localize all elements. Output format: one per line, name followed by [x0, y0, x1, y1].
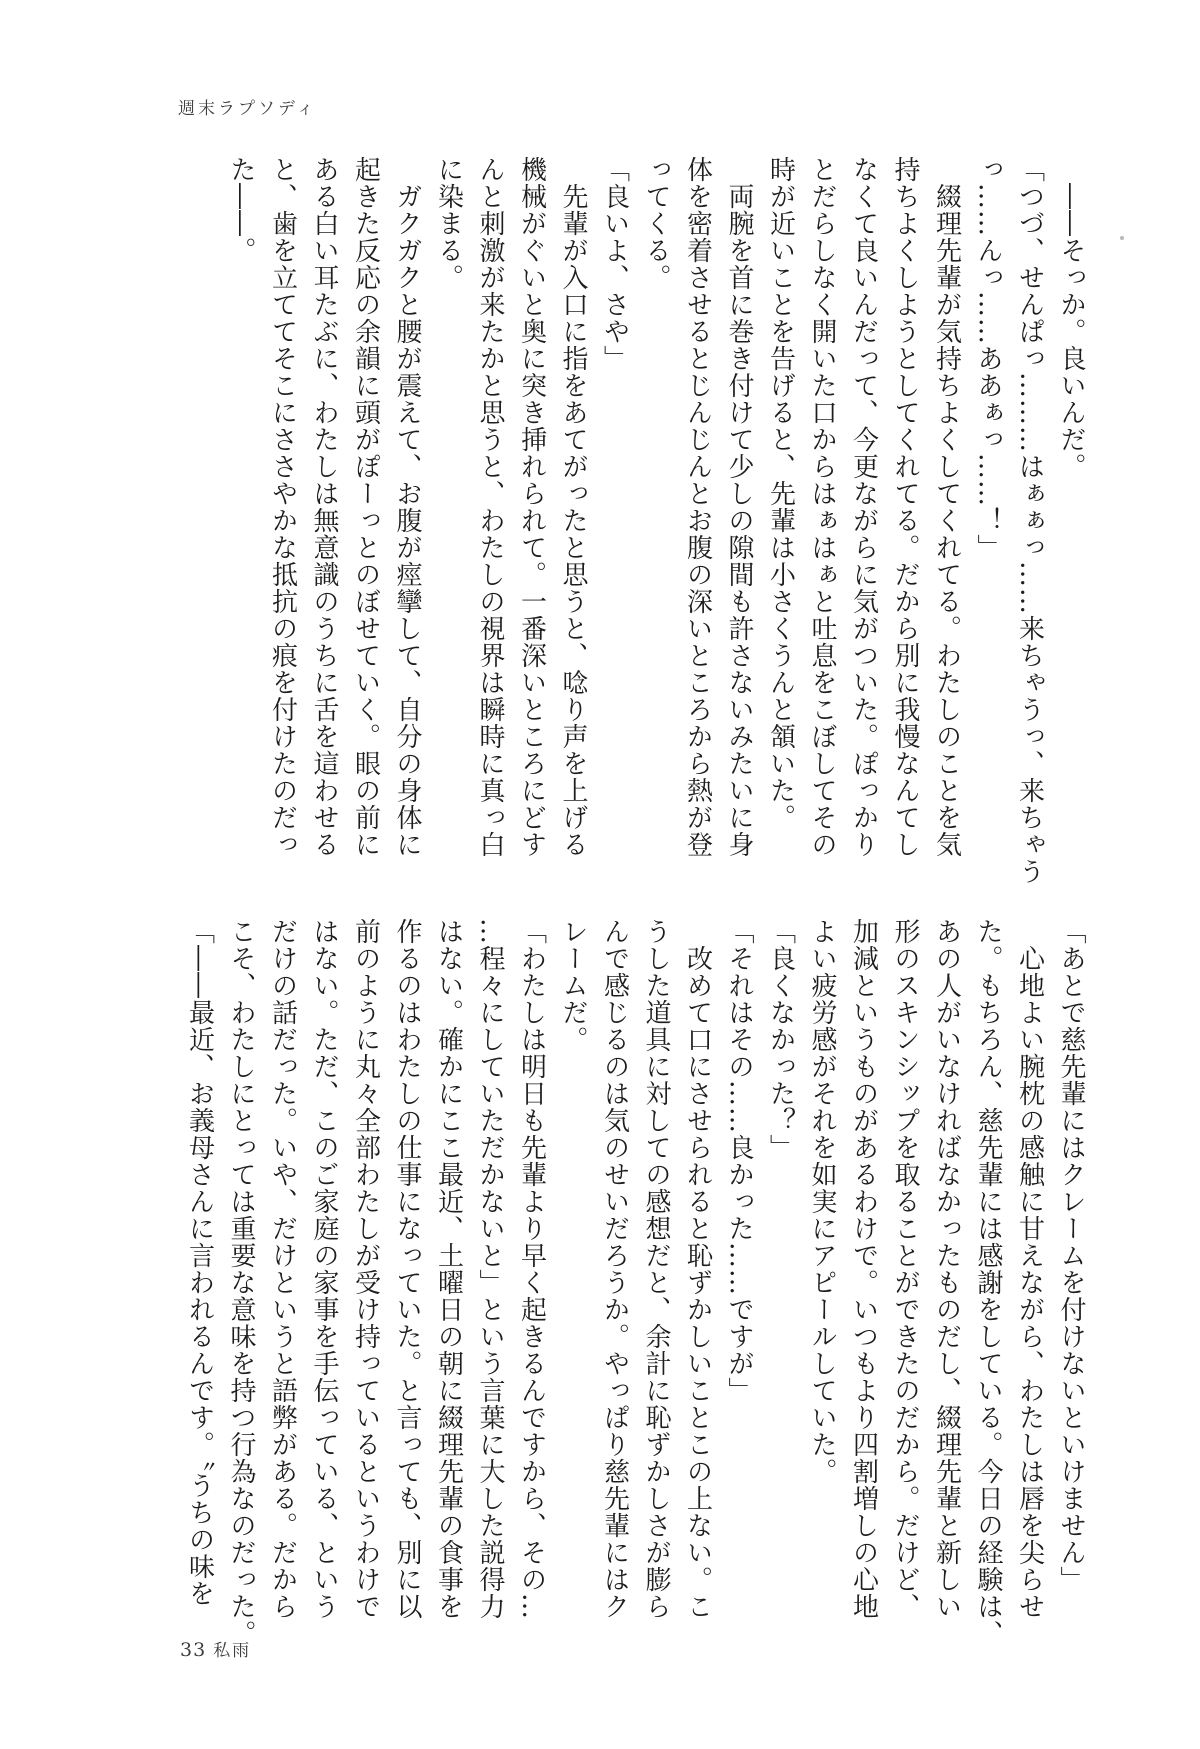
text-line: 「つづ、せんぱっ………はぁぁっ……来ちゃうっ、来ちゃう	[1014, 156, 1045, 885]
running-header: 週末ラプソディ	[178, 99, 317, 119]
text-line: ――そっか。良いんだ。	[1056, 156, 1086, 480]
text-line: ガクガクと腰が震えて、お腹が痙攣して、自分の身体に	[392, 156, 422, 858]
text-line: ってくる。	[641, 156, 671, 291]
text-line: よい疲労感がそれを如実にアピールしていた。	[807, 918, 837, 1485]
text-line: 両腕を首に巻き付けて少しの隙間も許さないみたいに身	[724, 156, 754, 858]
text-line: た――。	[226, 156, 256, 264]
text-line: こそ、わたしにとっては重要な意味を持つ行為なのだった。	[226, 918, 256, 1647]
text-line: 形のスキンシップを取ることができたのだから。だけど、	[890, 918, 920, 1620]
text-line: 体を密着させるとじんじんとお腹の深いところから熱が登	[682, 156, 713, 858]
text-line: っ……んっ……ああぁっ……！」	[973, 156, 1003, 561]
page-number: 33	[180, 1639, 207, 1661]
text-line: 起きた反応の余韻に頭がぽーっとのぼせていく。眼の前に	[350, 156, 381, 858]
text-line: 「それはその……良かった……ですが」	[724, 918, 754, 1404]
text-block-top	[220, 156, 1092, 921]
text-line: 改めて口にさせられると恥ずかしいことこの上ない。こ	[682, 918, 713, 1620]
text-line: とだらしなく開いた口からはぁはぁと吐息をこぼしてその	[807, 156, 837, 858]
text-line: 心地よい腕枕の感触に甘えながら、わたしは唇を尖らせ	[1014, 918, 1045, 1620]
text-line: 作るのはわたしの仕事になっていた。と言っても、別に以	[392, 918, 422, 1620]
text-line: と、歯を立ててそこにささやかな抵抗の痕を付けたのだっ	[267, 156, 298, 858]
text-line: 綴理先輩が気持ちよくしてくれてる。わたしのことを気	[931, 156, 962, 858]
text-line: ある白い耳たぶに、わたしは無意識のうちに舌を這わせる	[309, 156, 339, 858]
text-line: はない。確かにここ最近、土曜日の朝に綴理先輩の食事を	[433, 918, 464, 1620]
footer-label: 私雨	[213, 1641, 252, 1661]
text-line: 持ちよくしようとしてくれてる。だから別に我慢なんてし	[890, 156, 920, 858]
text-line: んと刺激が来たかと思うと、わたしの視界は瞬時に真っ白	[475, 156, 505, 858]
text-line: 機械がぐいと奥に突き挿れられて。一番深いところにどす	[516, 156, 547, 858]
text-line: はない。ただ、このご家庭の家事を手伝っている、という	[309, 918, 339, 1620]
text-line: 時が近いことを告げると、先輩は小さくうんと頷いた。	[765, 156, 796, 831]
text-line: 先輩が入口に指をあてがったと思うと、唸り声を上げる	[558, 156, 588, 858]
text-line: 「良いよ、さや」	[599, 156, 630, 372]
text-line: うした道具に対しての感想だと、余計に恥ずかしさが膨ら	[641, 918, 671, 1620]
scan-speck	[1120, 236, 1124, 240]
text-line: 加減というものがあるわけで。いつもより四割増しの心地	[848, 918, 879, 1620]
text-line: あの人がいなければなかったものだし、綴理先輩と新しい	[931, 918, 962, 1620]
text-line: 「――最近、お義母さんに言われるんです。〝うちの味を	[184, 918, 215, 1607]
text-line: 「あとで慈先輩にはクレームを付けないといけません」	[1056, 918, 1086, 1593]
text-line: なくて良いんだって、今更ながらに気がついた。ぽっかり	[848, 156, 879, 858]
page-footer	[180, 1636, 251, 1661]
text-line: 「わたしは明日も先輩より早く起きるんですから、その…	[516, 918, 547, 1620]
text-line: んで感じるのは気のせいだろうか。やっぱり慈先輩にはク	[599, 918, 630, 1620]
text-block-bottom	[178, 918, 1091, 1683]
text-line: に染まる。	[433, 156, 464, 291]
text-line: 「良くなかった？」	[765, 918, 796, 1161]
text-line: …程々にしていただかないと」という言葉に大した説得力	[475, 918, 505, 1620]
text-line: レームだ。	[558, 918, 588, 1053]
text-line: だけの話だった。いや、だけというと語弊がある。だから	[267, 918, 298, 1620]
text-line: 前のように丸々全部わたしが受け持っているというわけで	[350, 918, 381, 1620]
text-line: た。もちろん、慈先輩には感謝をしている。今日の経験は、	[973, 918, 1003, 1647]
